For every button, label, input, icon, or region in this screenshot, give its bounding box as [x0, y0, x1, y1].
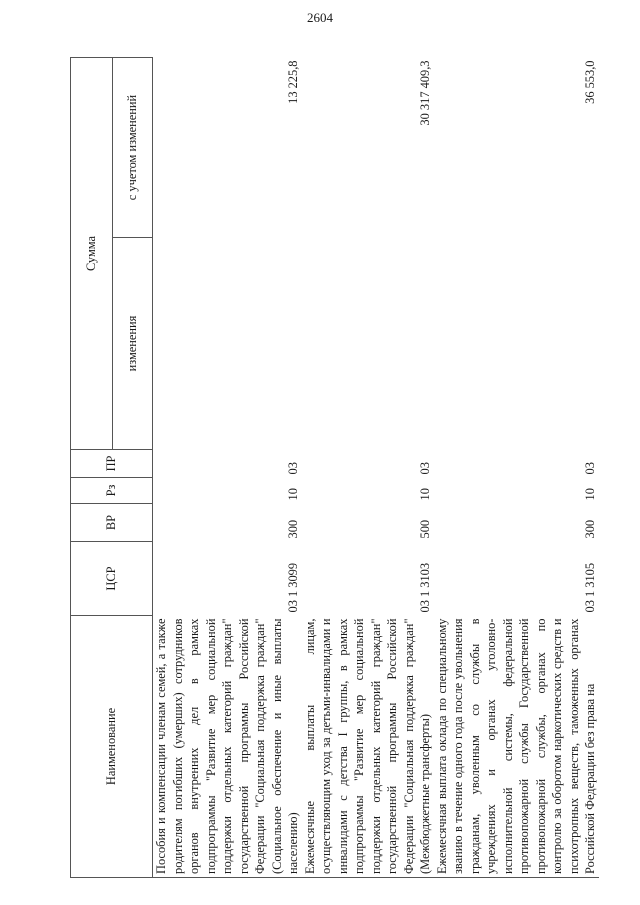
row-vr: 500	[418, 519, 432, 539]
row-csr: 03 1 3103	[418, 562, 432, 613]
row-csr: 03 1 3099	[286, 562, 300, 613]
row-changes	[153, 238, 302, 450]
row-vr: 300	[583, 519, 597, 539]
header-rz: Рз	[71, 478, 153, 504]
row-rz: 10	[583, 488, 597, 501]
row-changes	[434, 238, 599, 450]
header-name: Наименование	[71, 616, 153, 878]
budget-table	[70, 57, 599, 878]
row-with-changes: 13 225,8	[286, 60, 300, 104]
page-number: 2604	[307, 10, 333, 25]
row-name: Ежемесячные выплаты лицам, осуществляющим уход за детьми-инвалидами и инвалидами с детства I группы, в рамках подпрограммы "Развитие мер социальной поддержки отдельных категорий граждан" государственной программы Российской Федерации "Социальная поддержка граждан" (Межбюджетные трансферты)	[302, 616, 434, 878]
row-pr: 03	[418, 462, 432, 475]
row-rz: 10	[418, 488, 432, 501]
row-name: Пособия и компенсации членам семей, а также родителям погибших (умерших) сотрудников органов внутренних дел в рамках подпрограммы "Развитие мер социальной поддержки отдельных категорий граждан" государственной программы Российской Федерации "Социальная поддержка граждан" (Социальное обеспечение и иные выплаты населению)	[153, 616, 302, 878]
row-name: Ежемесячная выплата оклада по специальному званию в течение одного года после увольнения гражданам, уволенным со службы в учреждениях и органах уголовно-исполнительной системы, федеральной противопожарной службы Государственной противопожарной службы, органах по контролю за оборотом наркотических средств и психотропных веществ, таможенных органах Российской Федерации без права на	[434, 616, 599, 878]
table-body	[153, 58, 599, 878]
row-pr: 03	[286, 462, 300, 475]
rotated-table-page	[70, 58, 597, 878]
table-row	[153, 58, 302, 878]
row-rz: 10	[286, 488, 300, 501]
row-pr: 03	[583, 462, 597, 475]
table-row	[302, 58, 434, 878]
row-vr: 300	[286, 519, 300, 539]
row-with-changes: 30 317 409,3	[418, 60, 432, 126]
row-csr: 03 1 3105	[583, 562, 597, 613]
header-changes: изменения	[113, 238, 153, 450]
header-vr: ВР	[71, 504, 153, 542]
table-header	[71, 58, 153, 878]
table-row	[434, 58, 599, 878]
row-with-changes: 36 553,0	[583, 60, 597, 104]
header-with-changes: с учетом изменений	[113, 58, 153, 238]
header-sum: Сумма	[71, 58, 113, 450]
header-csr: ЦСР	[71, 542, 153, 616]
header-pr: ПР	[71, 450, 153, 478]
row-changes	[302, 238, 434, 450]
